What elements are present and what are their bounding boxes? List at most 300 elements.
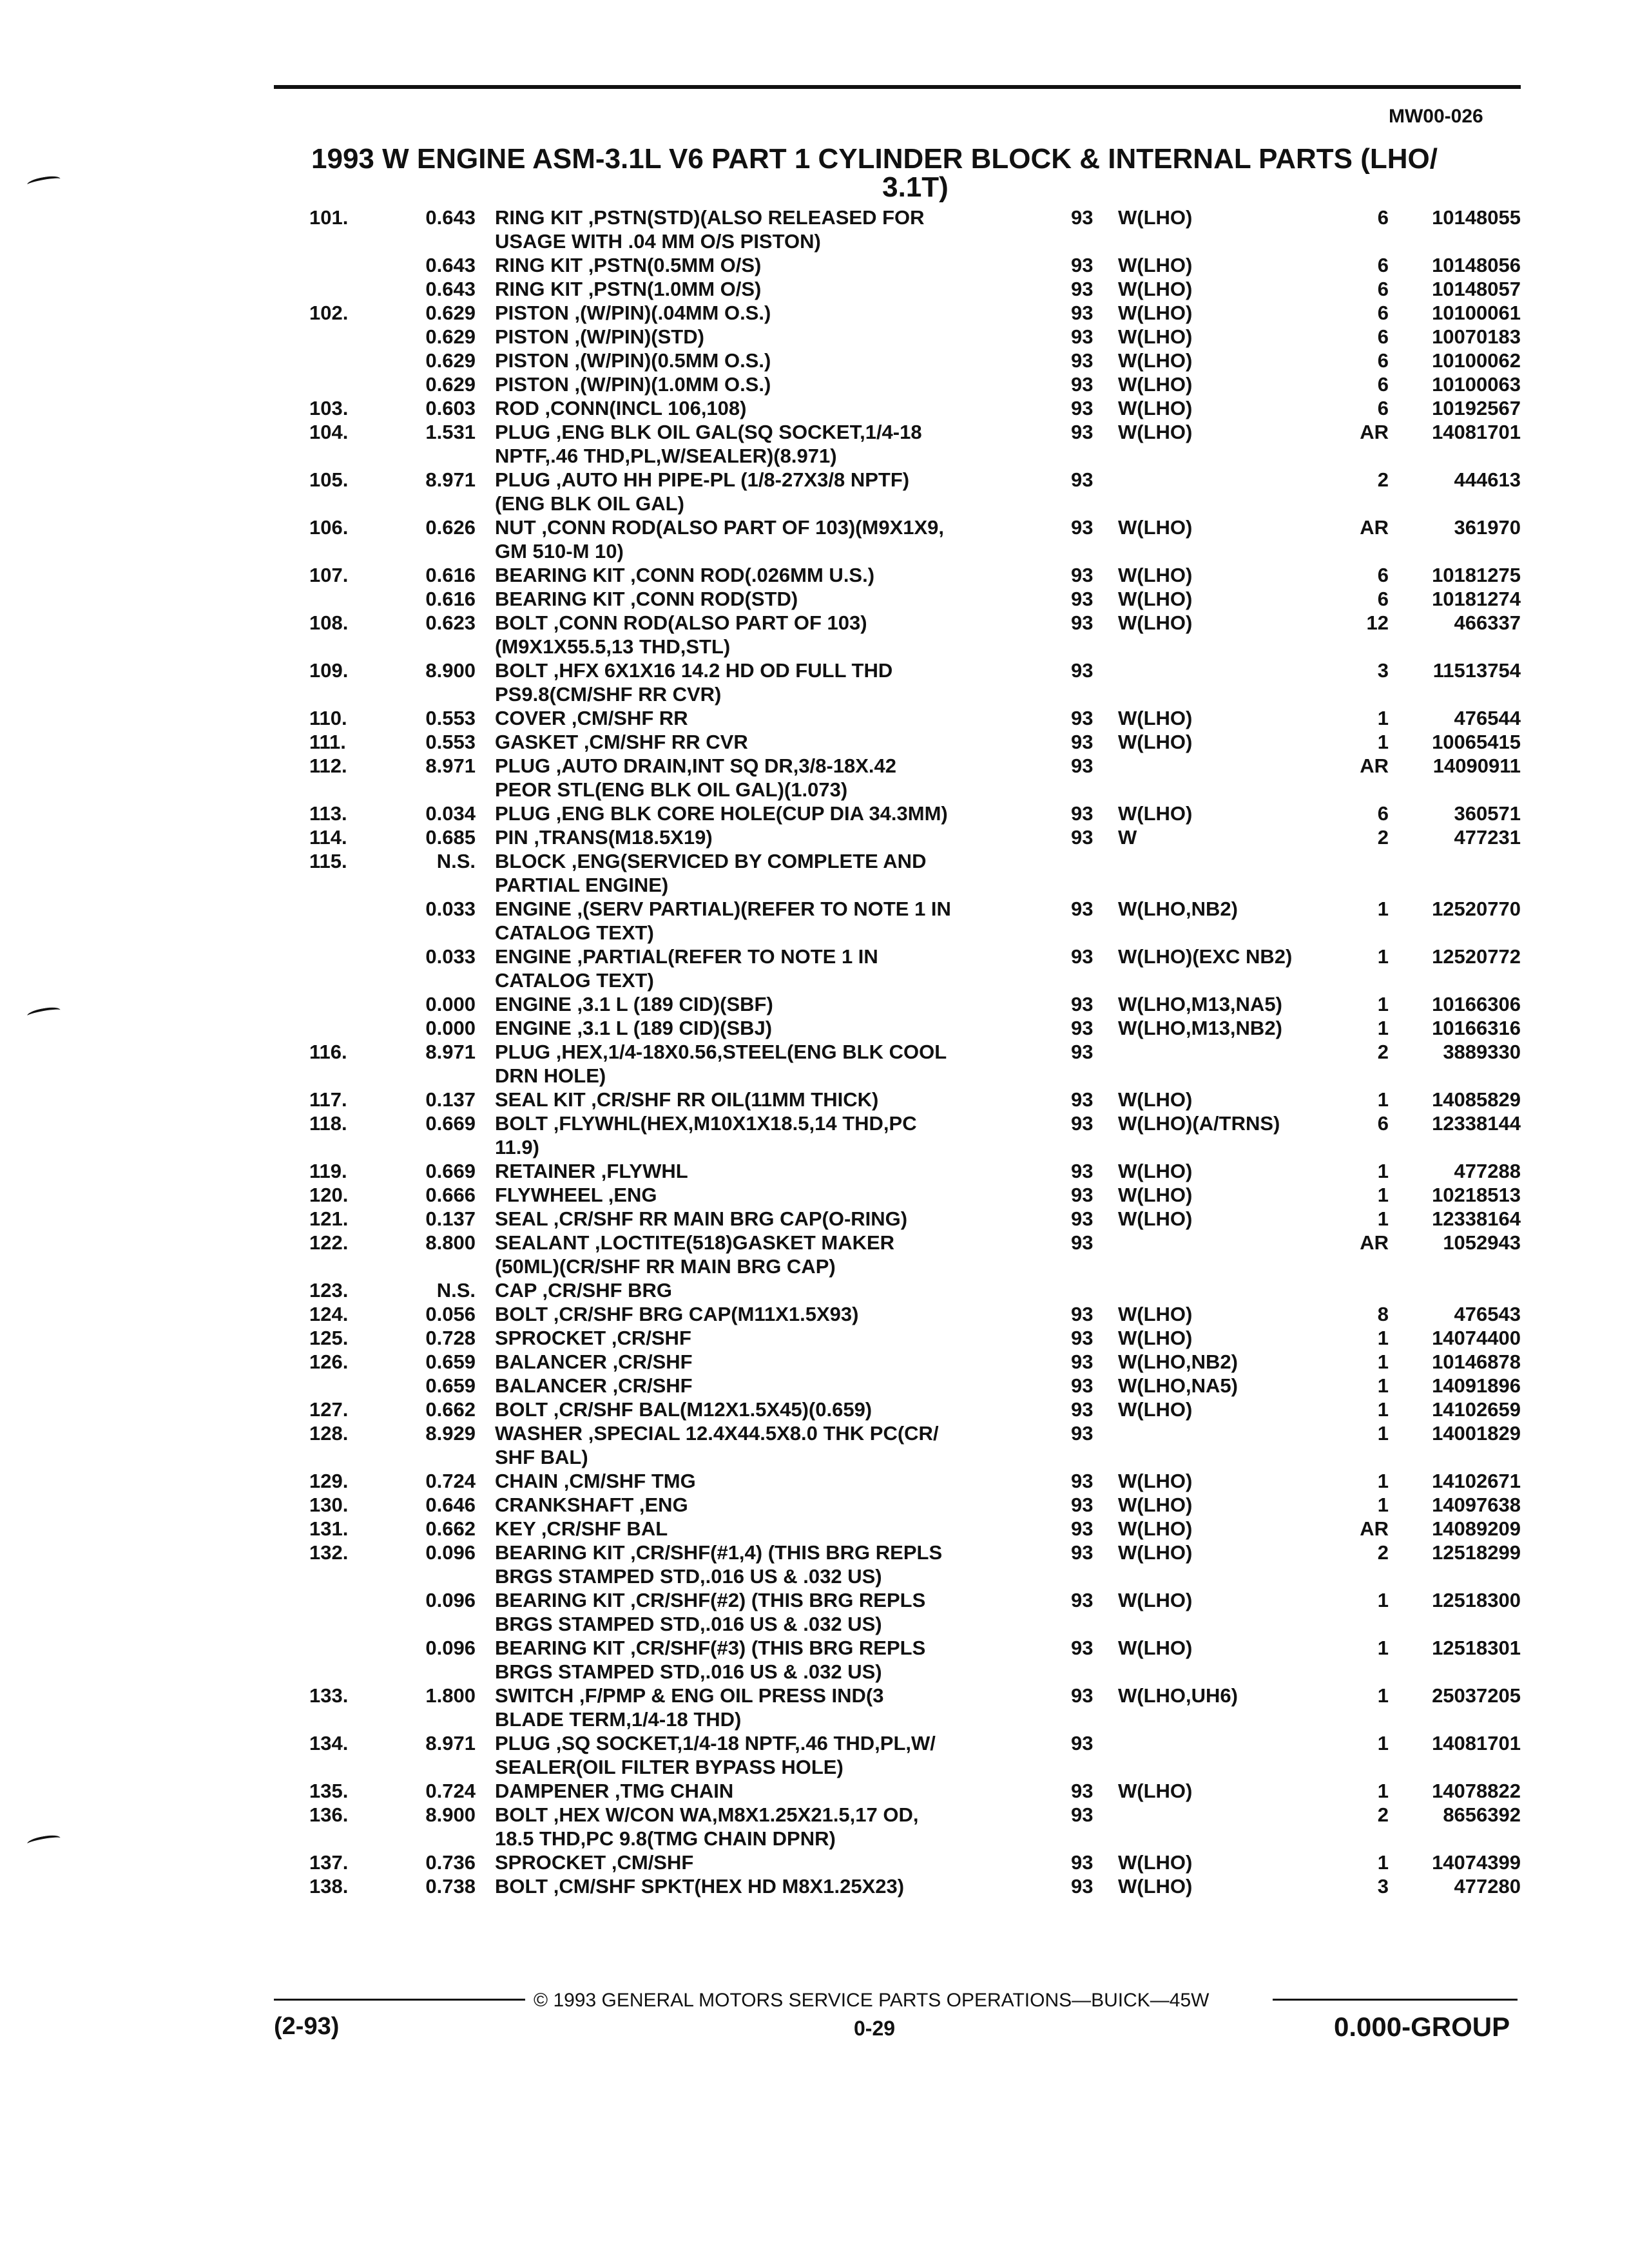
- group-number: 0.666: [425, 1184, 476, 1206]
- part-number: 12338164: [1432, 1207, 1521, 1230]
- part-number: 10148057: [1432, 278, 1521, 300]
- part-description: [495, 1637, 1023, 1660]
- item-number: 136.: [309, 1803, 349, 1826]
- usage-code: W(LHO,M13,NB2): [1118, 1017, 1282, 1039]
- table-row: [0, 325, 1629, 349]
- usage-code: W(LHO): [1118, 611, 1193, 634]
- model-year: 93: [1071, 1851, 1094, 1874]
- group-number: 8.900: [425, 659, 476, 682]
- table-row: [0, 1470, 1629, 1494]
- part-name: PLUG: [495, 421, 551, 443]
- part-name: PLUG: [495, 754, 551, 777]
- group-number: 0.616: [425, 564, 476, 586]
- catalog-code: MW00-026: [1389, 106, 1483, 127]
- table-row: [0, 373, 1629, 397]
- part-detail: ,FLYWHL(HEX,M10X1X18.5,14 THD,PC: [553, 1112, 917, 1135]
- part-description: [495, 588, 1023, 611]
- group-number: 8.971: [425, 1732, 476, 1754]
- part-name: RING KIT: [495, 278, 583, 300]
- part-description: [495, 302, 1023, 325]
- item-number: 125.: [309, 1327, 349, 1349]
- model-year: 93: [1071, 564, 1094, 586]
- part-detail: USAGE WITH .04 MM O/S PISTON): [495, 230, 821, 253]
- part-name: BEARING KIT: [495, 588, 625, 610]
- table-row: [0, 1613, 1629, 1637]
- part-detail: ,F/PMP & ENG OIL PRESS IND(3: [579, 1684, 884, 1707]
- group-number: 0.643: [425, 254, 476, 276]
- part-description: [495, 278, 1023, 301]
- model-year: 93: [1071, 826, 1094, 849]
- part-description: [495, 611, 1023, 635]
- table-row: [0, 945, 1629, 969]
- part-number: 10070183: [1432, 325, 1521, 348]
- part-name: RETAINER: [495, 1160, 596, 1182]
- footer-rule-left: [274, 1999, 525, 2001]
- part-description: [495, 1780, 1023, 1803]
- part-number: 477280: [1454, 1875, 1521, 1898]
- part-name: BEARING KIT: [495, 1589, 625, 1611]
- group-number: 8.971: [425, 1041, 476, 1063]
- item-number: 131.: [309, 1517, 349, 1540]
- part-description: [495, 349, 1023, 372]
- parts-table: [0, 206, 1629, 1899]
- table-row: [0, 1041, 1629, 1064]
- part-number: 10148056: [1432, 254, 1521, 276]
- model-year: 93: [1071, 945, 1094, 968]
- part-detail: ,HEX,1/4-18X0.56,STEEL(ENG BLK COOL: [555, 1041, 947, 1063]
- part-detail: NPTF,.46 THD,PL,W/SEALER)(8.971): [495, 445, 837, 467]
- model-year: 93: [1071, 1303, 1094, 1325]
- table-row: [0, 850, 1629, 874]
- quantity: 3: [1377, 1875, 1389, 1898]
- item-number: 134.: [309, 1732, 349, 1754]
- group-number: 0.553: [425, 731, 476, 753]
- table-row: [0, 1780, 1629, 1803]
- table-row: [0, 1303, 1629, 1327]
- usage-code: W(LHO): [1118, 1589, 1193, 1611]
- part-number: 444613: [1454, 468, 1521, 491]
- quantity: 6: [1377, 588, 1389, 610]
- item-number: 116.: [309, 1041, 347, 1063]
- usage-code: W(LHO): [1118, 1851, 1193, 1874]
- table-row: [0, 397, 1629, 421]
- part-detail: ,CM/SHF RR CVR: [583, 731, 748, 753]
- group-number: 0.629: [425, 373, 476, 396]
- part-number: 12518300: [1432, 1589, 1521, 1611]
- table-row: [0, 302, 1629, 325]
- part-description: [495, 1446, 1023, 1469]
- part-name: BOLT: [495, 1398, 548, 1421]
- part-description: [495, 1303, 1023, 1326]
- group-number: 0.643: [425, 278, 476, 300]
- part-description: [495, 1041, 1023, 1064]
- item-number: 123.: [309, 1279, 349, 1302]
- quantity: AR: [1360, 516, 1389, 539]
- group-number: 0.056: [425, 1303, 476, 1325]
- table-row: [0, 635, 1629, 659]
- part-detail: ,CR/SHF: [612, 1374, 693, 1397]
- usage-code: W(LHO): [1118, 707, 1193, 729]
- table-row: [0, 1136, 1629, 1160]
- model-year: 93: [1071, 1017, 1094, 1039]
- model-year: 93: [1071, 1207, 1094, 1230]
- part-number: 10065415: [1432, 731, 1521, 753]
- part-description: [495, 421, 1023, 444]
- group-number: 0.096: [425, 1589, 476, 1611]
- table-row: [0, 564, 1629, 588]
- model-year: 93: [1071, 1541, 1094, 1564]
- table-row: [0, 1064, 1629, 1088]
- model-year: 93: [1071, 278, 1094, 300]
- usage-code: W(LHO): [1118, 349, 1193, 372]
- part-description: [495, 540, 1023, 563]
- usage-code: W(LHO): [1118, 1494, 1193, 1516]
- part-description: [495, 1279, 1023, 1302]
- part-description: [495, 325, 1023, 349]
- model-year: 93: [1071, 898, 1094, 920]
- item-number: 135.: [309, 1780, 349, 1802]
- part-detail: ,PSTN(STD)(ALSO RELEASED FOR: [588, 206, 925, 229]
- table-row: [0, 1112, 1629, 1136]
- part-description: [495, 778, 1023, 802]
- part-description: [495, 1470, 1023, 1493]
- part-detail: PS9.8(CM/SHF RR CVR): [495, 683, 722, 706]
- item-number: 122.: [309, 1231, 349, 1254]
- item-number: 113.: [309, 802, 347, 825]
- model-year: 93: [1071, 1422, 1094, 1445]
- part-number: 14089209: [1432, 1517, 1521, 1540]
- part-name: PISTON: [495, 349, 569, 372]
- part-name: DAMPENER: [495, 1780, 610, 1802]
- quantity: 1: [1377, 1422, 1389, 1445]
- quantity: 1: [1377, 1350, 1389, 1373]
- quantity: 1: [1377, 707, 1389, 729]
- table-row: [0, 683, 1629, 707]
- part-detail: ,CM/SHF RR: [571, 707, 688, 729]
- group-number: 0.137: [425, 1207, 476, 1230]
- model-year: 93: [1071, 1088, 1094, 1111]
- item-number: 104.: [309, 421, 349, 443]
- model-year: 93: [1071, 1327, 1094, 1349]
- part-number: 12338144: [1432, 1112, 1521, 1135]
- part-description: [495, 754, 1023, 778]
- part-number: 476543: [1454, 1303, 1521, 1325]
- table-row: [0, 278, 1629, 302]
- part-detail: ,ENG: [639, 1494, 688, 1516]
- part-detail: BRGS STAMPED STD,.016 US & .032 US): [495, 1565, 882, 1588]
- part-detail: (M9X1X55.5,13 THD,STL): [495, 635, 731, 658]
- part-detail: ,ENG BLK OIL GAL(SQ SOCKET,1/4-18: [555, 421, 922, 443]
- part-description: [495, 1827, 1023, 1850]
- usage-code: W(LHO): [1118, 1207, 1193, 1230]
- part-detail: ,CM/SHF TMG: [563, 1470, 696, 1492]
- part-detail: ,CR/SHF BAL: [541, 1517, 668, 1540]
- part-description: [495, 850, 1023, 873]
- group-number: 0.033: [425, 898, 476, 920]
- table-row: [0, 921, 1629, 945]
- model-year: 93: [1071, 516, 1094, 539]
- part-description: [495, 468, 1023, 492]
- quantity: 1: [1377, 1160, 1389, 1182]
- part-description: [495, 921, 1023, 945]
- quantity: 2: [1377, 1041, 1389, 1063]
- part-description: [495, 1541, 1023, 1564]
- part-name: BEARING KIT: [495, 1637, 625, 1659]
- quantity: AR: [1360, 754, 1389, 777]
- table-row: [0, 1565, 1629, 1589]
- item-number: 106.: [309, 516, 349, 539]
- part-name: BLOCK: [495, 850, 566, 872]
- item-number: 120.: [309, 1184, 349, 1206]
- item-number: 108.: [309, 611, 349, 634]
- part-description: [495, 397, 1023, 420]
- part-description: [495, 683, 1023, 706]
- quantity: 6: [1377, 349, 1389, 372]
- usage-code: W(LHO): [1118, 1398, 1193, 1421]
- part-detail: ,HFX 6X1X16 14.2 HD OD FULL THD: [553, 659, 893, 682]
- usage-code: W(LHO): [1118, 302, 1193, 324]
- part-detail: PEOR STL(ENG BLK OIL GAL)(1.073): [495, 778, 848, 801]
- part-name: CHAIN: [495, 1470, 559, 1492]
- part-description: [495, 1422, 1023, 1445]
- part-description: [495, 1231, 1023, 1254]
- quantity: 2: [1377, 468, 1389, 491]
- group-number: 1.531: [425, 421, 476, 443]
- part-number: 10181274: [1432, 588, 1521, 610]
- part-number: 10218513: [1432, 1184, 1521, 1206]
- punch-mark: [26, 175, 61, 189]
- part-detail: ,(W/PIN)(0.5MM O.S.): [574, 349, 771, 372]
- model-year: 93: [1071, 659, 1094, 682]
- table-row: [0, 754, 1629, 778]
- part-description: [495, 1875, 1023, 1898]
- table-row: [0, 1637, 1629, 1660]
- group-number: 0.034: [425, 802, 476, 825]
- item-number: 119.: [309, 1160, 347, 1182]
- group-number: 8.971: [425, 754, 476, 777]
- table-row: [0, 707, 1629, 731]
- part-detail: ,AUTO DRAIN,INT SQ DR,3/8-18X.42: [555, 754, 897, 777]
- part-name: PLUG: [495, 468, 551, 491]
- usage-code: W(LHO): [1118, 1637, 1193, 1659]
- part-name: RING KIT: [495, 254, 583, 276]
- part-name: CAP: [495, 1279, 537, 1302]
- table-row: [0, 421, 1629, 445]
- part-name: SEAL KIT: [495, 1088, 586, 1111]
- part-detail: ,(W/PIN)(1.0MM O.S.): [574, 373, 771, 396]
- table-row: [0, 731, 1629, 754]
- part-description: [495, 1184, 1023, 1207]
- quantity: AR: [1360, 1231, 1389, 1254]
- table-row: [0, 874, 1629, 898]
- quantity: AR: [1360, 421, 1389, 443]
- part-detail: ,PARTIAL(REFER TO NOTE 1 IN: [577, 945, 878, 968]
- page-number: 0-29: [854, 2017, 896, 2040]
- part-detail: 18.5 THD,PC 9.8(TMG CHAIN DPNR): [495, 1827, 836, 1850]
- part-number: 25037205: [1432, 1684, 1521, 1707]
- part-name: SEAL: [495, 1207, 548, 1230]
- group-number: 0.629: [425, 302, 476, 324]
- model-year: 93: [1071, 1160, 1094, 1182]
- part-detail: ,(W/PIN)(STD): [574, 325, 704, 348]
- group-number: N.S.: [436, 1279, 476, 1302]
- model-year: 93: [1071, 993, 1094, 1015]
- table-row: [0, 1088, 1629, 1112]
- item-number: 117.: [309, 1088, 347, 1111]
- part-description: [495, 1684, 1023, 1707]
- item-number: 103.: [309, 397, 349, 419]
- group-number: 0.629: [425, 325, 476, 348]
- table-row: [0, 778, 1629, 802]
- item-number: 132.: [309, 1541, 349, 1564]
- quantity: 1: [1377, 731, 1389, 753]
- part-number: 14081701: [1432, 421, 1521, 443]
- model-year: 93: [1071, 1589, 1094, 1611]
- group-number: N.S.: [436, 850, 476, 872]
- part-name: ROD: [495, 397, 539, 419]
- item-number: 138.: [309, 1875, 349, 1898]
- part-name: ENGINE: [495, 1017, 572, 1039]
- table-row: [0, 1446, 1629, 1470]
- part-name: PISTON: [495, 302, 569, 324]
- table-row: [0, 1589, 1629, 1613]
- part-detail: ,LOCTITE(518)GASKET MAKER: [595, 1231, 895, 1254]
- table-row: [0, 230, 1629, 254]
- usage-code: W(LHO)(A/TRNS): [1118, 1112, 1280, 1135]
- usage-code: W(LHO): [1118, 1780, 1193, 1802]
- part-description: [495, 206, 1023, 229]
- item-number: 110.: [309, 707, 347, 729]
- table-row: [0, 898, 1629, 921]
- table-row: [0, 1207, 1629, 1231]
- quantity: 1: [1377, 1780, 1389, 1802]
- part-description: [495, 874, 1023, 897]
- model-year: 93: [1071, 1637, 1094, 1659]
- usage-code: W(LHO): [1118, 254, 1193, 276]
- part-number: 12518299: [1432, 1541, 1521, 1564]
- part-name: ENGINE: [495, 945, 572, 968]
- item-number: 130.: [309, 1494, 349, 1516]
- part-description: [495, 1613, 1023, 1636]
- table-row: [0, 1803, 1629, 1827]
- part-detail: ,ENG(SERVICED BY COMPLETE AND: [571, 850, 927, 872]
- model-year: 93: [1071, 349, 1094, 372]
- model-year: 93: [1071, 1398, 1094, 1421]
- part-detail: ,CR/SHF(#3) (THIS BRG REPLS: [630, 1637, 926, 1659]
- part-number: 10166316: [1432, 1017, 1521, 1039]
- part-detail: SEALER(OIL FILTER BYPASS HOLE): [495, 1756, 843, 1778]
- part-number: 8656392: [1443, 1803, 1521, 1826]
- part-detail: ,ENG: [608, 1184, 657, 1206]
- part-detail: GM 510-M 10): [495, 540, 624, 562]
- part-number: 1052943: [1443, 1231, 1521, 1254]
- table-row: [0, 1708, 1629, 1732]
- part-detail: ,ENG BLK CORE HOLE(CUP DIA 34.3MM): [555, 802, 948, 825]
- part-name: COVER: [495, 707, 566, 729]
- item-number: 105.: [309, 468, 349, 491]
- quantity: 1: [1377, 945, 1389, 968]
- part-description: [495, 1112, 1023, 1135]
- part-description: [495, 1136, 1023, 1159]
- quantity: 2: [1377, 1803, 1389, 1826]
- model-year: 93: [1071, 1350, 1094, 1373]
- table-row: [0, 1827, 1629, 1851]
- quantity: 1: [1377, 1589, 1389, 1611]
- part-detail: ,CONN ROD(.026MM U.S.): [630, 564, 875, 586]
- group-number: 0.629: [425, 349, 476, 372]
- part-name: PISTON: [495, 373, 569, 396]
- quantity: 3: [1377, 659, 1389, 682]
- footer-copyright: © 1993 GENERAL MOTORS SERVICE PARTS OPERATIONS—BUICK—45W: [534, 1990, 1210, 2011]
- part-name: CRANKSHAFT: [495, 1494, 634, 1516]
- table-row: [0, 516, 1629, 540]
- item-number: 112.: [309, 754, 347, 777]
- part-detail: ,PSTN(0.5MM O/S): [588, 254, 762, 276]
- part-detail: BRGS STAMPED STD,.016 US & .032 US): [495, 1660, 882, 1683]
- part-detail: CATALOG TEXT): [495, 969, 654, 992]
- quantity: 1: [1377, 1398, 1389, 1421]
- part-detail: ,CR/SHF BRG: [542, 1279, 673, 1302]
- group-number: 0.724: [425, 1780, 476, 1802]
- model-year: 93: [1071, 468, 1094, 491]
- table-row: [0, 969, 1629, 993]
- part-name: SWITCH: [495, 1684, 574, 1707]
- item-number: 107.: [309, 564, 349, 586]
- model-year: 93: [1071, 325, 1094, 348]
- part-detail: (ENG BLK OIL GAL): [495, 492, 684, 515]
- part-description: [495, 1732, 1023, 1755]
- group-number: 0.646: [425, 1494, 476, 1516]
- part-description: [495, 230, 1023, 253]
- part-number: 14091896: [1432, 1374, 1521, 1397]
- table-row: [0, 1875, 1629, 1899]
- group-number: 0.096: [425, 1637, 476, 1659]
- part-description: [495, 1207, 1023, 1231]
- part-name: BOLT: [495, 659, 548, 682]
- quantity: 6: [1377, 325, 1389, 348]
- table-row: [0, 206, 1629, 230]
- part-number: 10181275: [1432, 564, 1521, 586]
- table-row: [0, 1756, 1629, 1780]
- item-number: 128.: [309, 1422, 349, 1445]
- part-number: 14102659: [1432, 1398, 1521, 1421]
- usage-code: W(LHO): [1118, 1517, 1193, 1540]
- model-year: 93: [1071, 1780, 1094, 1802]
- quantity: 6: [1377, 1112, 1389, 1135]
- quantity: 1: [1377, 1088, 1389, 1111]
- part-description: [495, 945, 1023, 968]
- quantity: 2: [1377, 826, 1389, 849]
- table-row: [0, 445, 1629, 468]
- part-number: 10146878: [1432, 1350, 1521, 1373]
- quantity: 6: [1377, 302, 1389, 324]
- part-number: 11513754: [1432, 659, 1521, 682]
- part-name: NUT: [495, 516, 536, 539]
- part-name: BOLT: [495, 1875, 548, 1898]
- item-number: 137.: [309, 1851, 349, 1874]
- part-description: [495, 1589, 1023, 1612]
- table-row: [0, 588, 1629, 611]
- part-number: 12520770: [1432, 898, 1521, 920]
- part-name: BOLT: [495, 1803, 548, 1826]
- usage-code: W(LHO,M13,NA5): [1118, 993, 1282, 1015]
- table-row: [0, 1279, 1629, 1303]
- part-name: ENGINE: [495, 993, 572, 1015]
- part-detail: ,PSTN(1.0MM O/S): [588, 278, 762, 300]
- part-detail: ,SQ SOCKET,1/4-18 NPTF,.46 THD,PL,W/: [555, 1732, 936, 1754]
- model-year: 93: [1071, 1470, 1094, 1492]
- table-row: [0, 1732, 1629, 1756]
